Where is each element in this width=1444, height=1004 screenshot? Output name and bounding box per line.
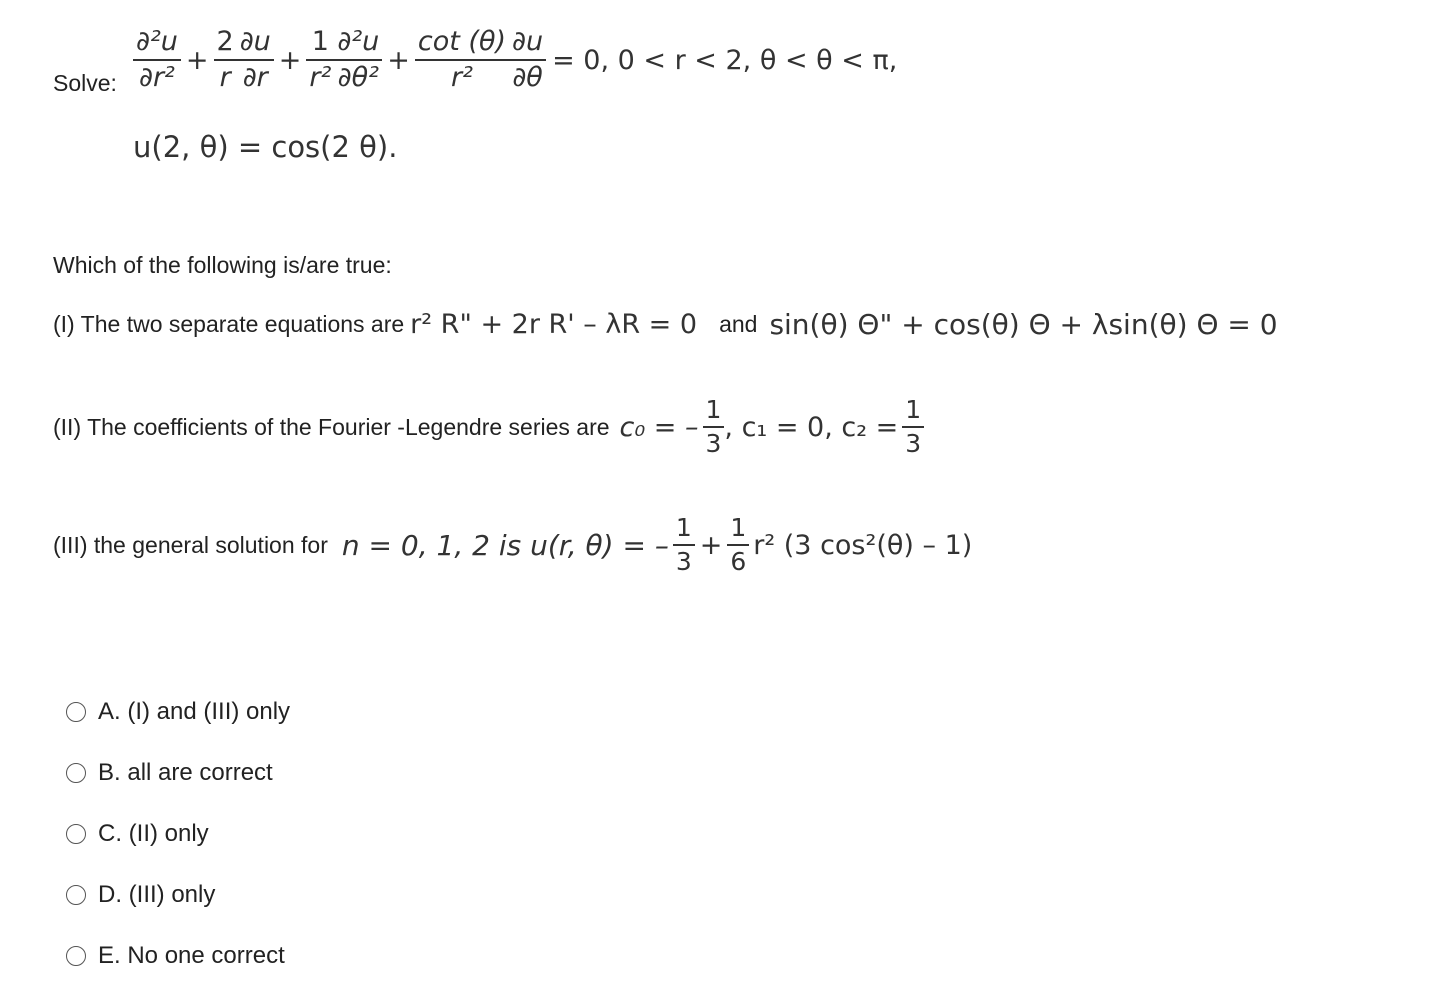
term4b-num: ∂u: [512, 26, 544, 57]
plus-sign: +: [278, 44, 302, 76]
option-b-label[interactable]: B. all are correct: [98, 759, 273, 786]
statement-1-and: and: [719, 311, 758, 337]
option-d-radio[interactable]: [66, 885, 86, 905]
statement-3-f2: [727, 515, 749, 575]
c2-num: 1: [905, 395, 922, 424]
statement-2-text: (II) The coefficients of the Fourier -Legendre series are: [53, 413, 610, 440]
term1-den: ∂r²: [139, 61, 175, 93]
term2a-fraction: [214, 28, 237, 92]
statement-2-c0: c₀ = –: [619, 411, 699, 443]
term3b-fraction: [334, 28, 382, 92]
answer-options: [66, 697, 290, 971]
pde-rhs: = 0, 0 < r < 2, θ < θ < π,: [552, 44, 898, 76]
option-b-radio[interactable]: [66, 763, 86, 783]
statement-3-tail: r² (3 cos²(θ) – 1): [753, 529, 973, 561]
term2b-num: ∂u: [239, 26, 271, 57]
term2a-num: 2: [216, 26, 234, 57]
term4b-den: ∂θ: [512, 61, 543, 93]
term4a-num: cot (θ): [417, 26, 507, 57]
statement-3-plus: +: [699, 529, 723, 561]
f2-den: 6: [730, 546, 747, 576]
solve-label: Solve:: [53, 70, 117, 96]
f2-num: 1: [730, 513, 747, 542]
term3a-fraction: [306, 28, 334, 92]
boundary-condition: u(2, θ) = cos(2 θ).: [133, 130, 398, 164]
option-c-radio[interactable]: [66, 824, 86, 844]
pde-equation: [133, 28, 897, 92]
term2b-den: ∂r: [242, 61, 268, 93]
term1-num: ∂²u: [136, 26, 178, 57]
statement-3-text: (III) the general solution for: [53, 531, 328, 558]
statement-1-eq1: r² R" + 2r R' – λR = 0: [410, 309, 698, 340]
statement-2: [53, 397, 924, 457]
option-a-radio[interactable]: [66, 702, 86, 722]
statement-3: [53, 515, 972, 575]
plus-sign: +: [185, 44, 209, 76]
option-d-label[interactable]: D. (III) only: [98, 881, 216, 908]
statement-3-f1: [673, 515, 695, 575]
f1-num: 1: [675, 513, 692, 542]
option-a[interactable]: [66, 697, 290, 727]
option-c-label[interactable]: C. (II) only: [98, 820, 209, 847]
term4a-fraction: [415, 28, 509, 92]
c0-den: 3: [705, 428, 722, 458]
f1-den: 3: [675, 546, 692, 576]
term3a-num: 1: [311, 26, 329, 57]
statement-1: [53, 308, 1278, 341]
plus-sign: +: [387, 44, 410, 76]
term1-fraction: [133, 28, 181, 92]
c2-den: 3: [905, 428, 922, 458]
option-c[interactable]: [66, 819, 290, 849]
statement-2-mid: , c₁ = 0, c₂ =: [724, 411, 899, 443]
statement-3-eq: n = 0, 1, 2 is u(r, θ) = –: [341, 528, 669, 562]
option-e-radio[interactable]: [66, 946, 86, 966]
option-e-label[interactable]: E. No one correct: [98, 942, 285, 969]
statement-2-c0-fraction: [703, 397, 725, 457]
question-text: Which of the following is/are true:: [53, 252, 392, 278]
option-e[interactable]: [66, 941, 290, 971]
option-d[interactable]: [66, 880, 290, 910]
term3b-den: ∂θ²: [337, 61, 379, 93]
term3b-num: ∂²u: [337, 26, 380, 57]
term4a-den: r²: [450, 61, 473, 93]
term2b-fraction: [237, 28, 274, 92]
term2a-den: r: [219, 61, 231, 93]
statement-1-eq2: sin(θ) Θ" + cos(θ) Θ + λsin(θ) Θ = 0: [769, 308, 1278, 341]
option-a-label[interactable]: A. (I) and (III) only: [98, 698, 291, 725]
c0-num: 1: [705, 395, 722, 424]
term4b-fraction: [509, 28, 546, 92]
term3a-den: r²: [309, 61, 332, 93]
statement-2-c2-fraction: [902, 397, 924, 457]
option-b[interactable]: [66, 758, 290, 788]
statement-1-text: (I) The two separate equations are: [53, 311, 405, 337]
